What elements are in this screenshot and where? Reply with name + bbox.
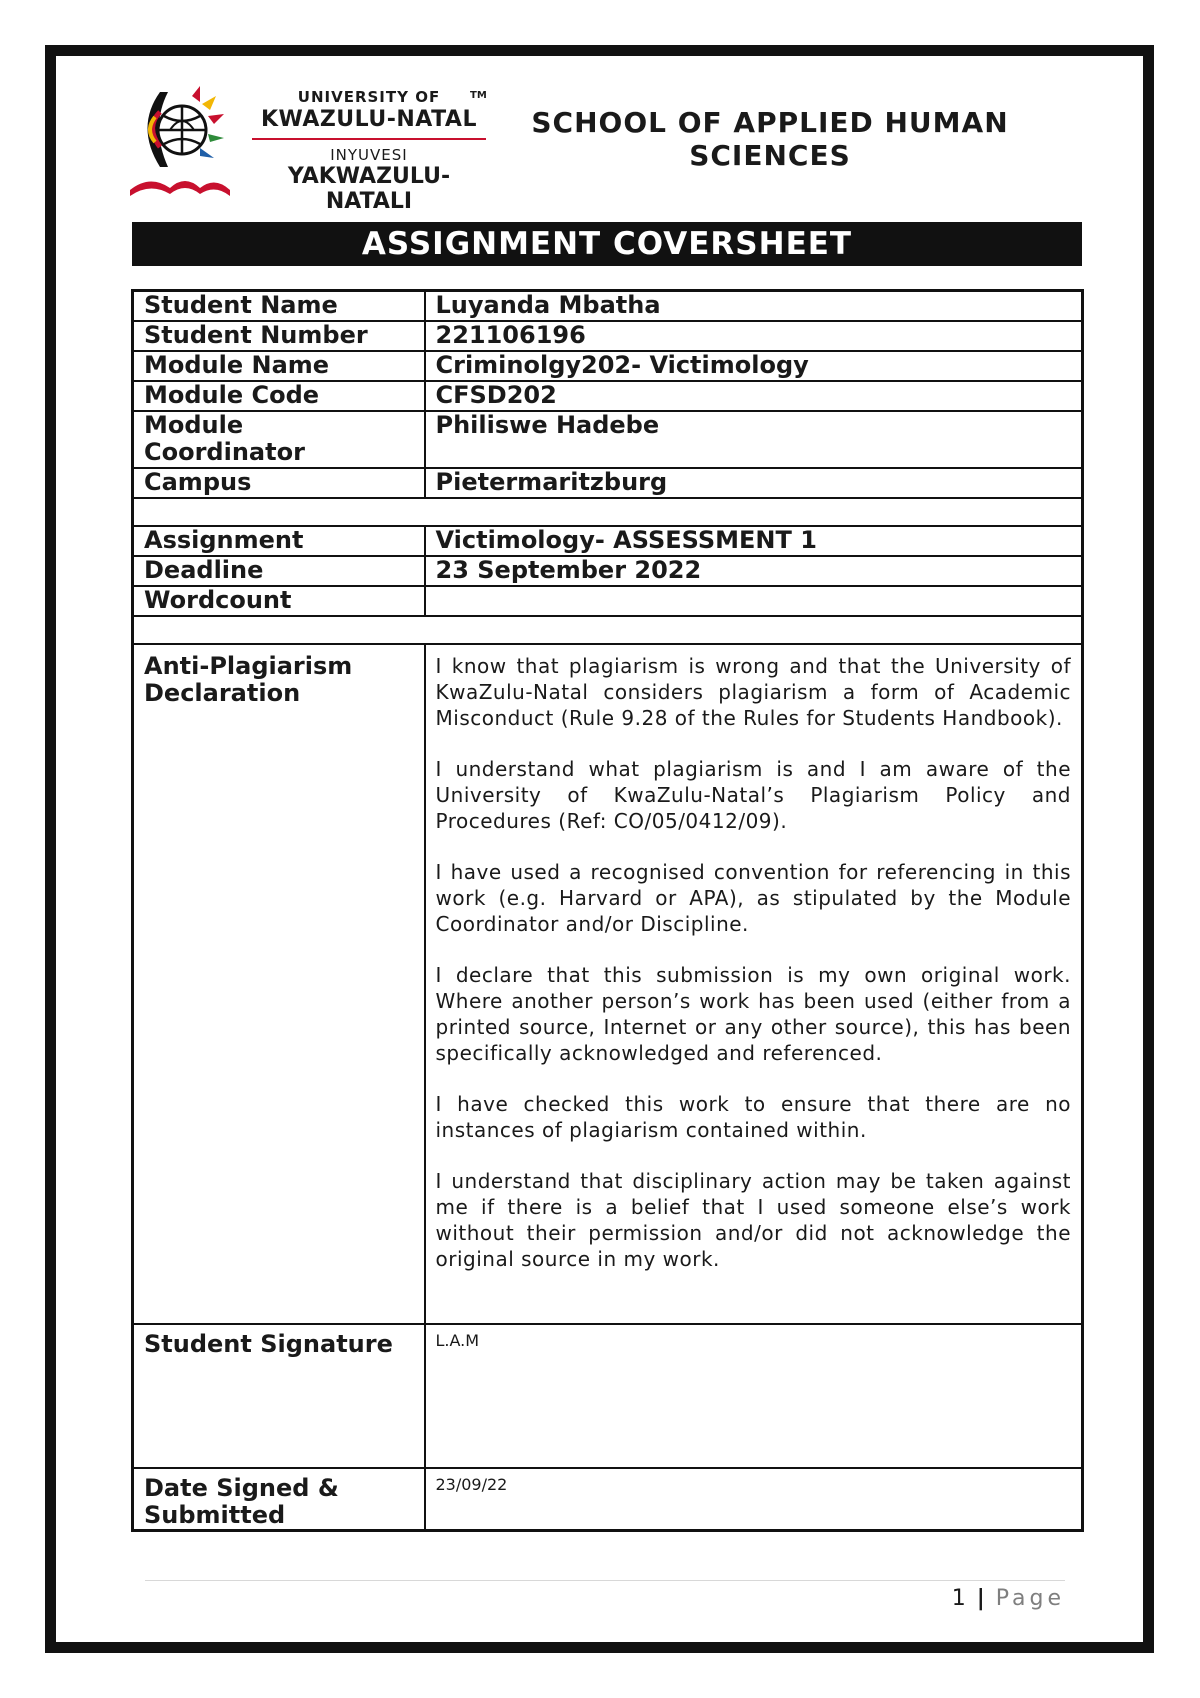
label-signature: Student Signature	[133, 1324, 425, 1468]
label-declaration-line2: Declaration	[144, 678, 301, 707]
page-separator: |	[976, 1586, 985, 1611]
row-module-code	[133, 381, 1083, 411]
row-campus	[133, 468, 1083, 498]
logo-divider	[252, 138, 486, 140]
logo-trademark: TM	[470, 90, 487, 101]
university-logo	[130, 82, 490, 214]
declaration-paragraph: I know that plagiarism is wrong and that the University of KwaZulu-Natal considers plagiarism a form of Academic Misconduct (Rule 9.28 of the Rules for Students Handbook).	[435, 653, 1071, 730]
label-deadline: Deadline	[133, 556, 425, 586]
logo-line-university-of: UNIVERSITY OF	[297, 88, 441, 106]
label-campus: Campus	[133, 468, 425, 498]
value-student-name: Luyanda Mbatha	[425, 291, 1083, 321]
value-module-coordinator: Philiswe Hadebe	[425, 411, 1083, 468]
row-deadline	[133, 556, 1083, 586]
row-student-number	[133, 321, 1083, 351]
value-campus: Pietermaritzburg	[425, 468, 1083, 498]
label-student-name: Student Name	[133, 291, 425, 321]
page-label: Page	[995, 1586, 1065, 1611]
row-module-coordinator	[133, 411, 1083, 468]
label-wordcount: Wordcount	[133, 586, 425, 616]
coversheet-table	[131, 289, 1084, 1532]
label-module-coordinator-line2: Coordinator	[144, 437, 305, 466]
label-declaration	[133, 644, 425, 1324]
row-student-name	[133, 291, 1083, 321]
row-spacer	[133, 616, 1083, 644]
row-wordcount	[133, 586, 1083, 616]
row-declaration	[133, 644, 1083, 1324]
value-signature: L.A.M	[425, 1324, 1083, 1468]
row-module-name	[133, 351, 1083, 381]
label-declaration-line1: Anti-Plagiarism	[144, 651, 353, 680]
value-student-number: 221106196	[425, 321, 1083, 351]
value-assignment: Victimology- ASSESSMENT 1	[425, 526, 1083, 556]
logo-wordmark	[248, 82, 490, 214]
value-date-signed: 23/09/22	[425, 1468, 1083, 1531]
spacer-cell	[133, 498, 1083, 526]
label-date-signed-line1: Date Signed &	[144, 1473, 339, 1502]
declaration-paragraph: I understand what plagiarism is and I am aware of the University of KwaZulu-Natal’s Plagiarism Policy and Procedures (Ref: CO/05/0412/09).	[435, 756, 1071, 833]
logo-line-kwazulu-natal: KWAZULU-NATAL	[261, 107, 477, 132]
value-wordcount	[425, 586, 1083, 616]
declaration-paragraph: I understand that disciplinary action may be taken against me if there is a belief that I used someone else’s work without their permission and/or did not acknowledge the original source in my work.	[435, 1168, 1071, 1271]
logo-line-yakwazulu-natali: YAKWAZULU-NATALI	[287, 164, 451, 214]
row-assignment	[133, 526, 1083, 556]
declaration-paragraph: I have checked this work to ensure that there are no instances of plagiarism contained within.	[435, 1091, 1071, 1142]
label-module-name: Module Name	[133, 351, 425, 381]
value-module-code: CFSD202	[425, 381, 1083, 411]
spacer-cell	[133, 616, 1083, 644]
school-title: SCHOOL OF APPLIED HUMAN SCIENCES	[531, 106, 1009, 172]
row-signature	[133, 1324, 1083, 1468]
declaration-text	[425, 644, 1083, 1324]
label-date-signed	[133, 1468, 425, 1531]
declaration-paragraph: I declare that this submission is my own original work. Where another person’s work has been used (either from a printed source, Internet or any other source), this has been specifically acknowledged and referenced.	[435, 962, 1071, 1065]
value-deadline: 23 September 2022	[425, 556, 1083, 586]
label-module-coordinator	[133, 411, 425, 468]
label-assignment: Assignment	[133, 526, 425, 556]
label-student-number: Student Number	[133, 321, 425, 351]
row-spacer	[133, 498, 1083, 526]
logo-line-inyuvesi: INYUVESI	[330, 146, 408, 164]
value-module-name: Criminolgy202- Victimology	[425, 351, 1083, 381]
page-footer	[800, 1586, 1065, 1611]
university-crest-icon	[130, 82, 250, 202]
label-module-code: Module Code	[133, 381, 425, 411]
label-date-signed-line2: Submitted	[144, 1500, 286, 1529]
row-date-signed	[133, 1468, 1083, 1531]
coversheet-banner: ASSIGNMENT COVERSHEET	[132, 222, 1082, 266]
declaration-paragraph: I have used a recognised convention for referencing in this work (e.g. Harvard or APA), as stipulated by the Module Coordinator and/or Discipline.	[435, 859, 1071, 936]
label-module-coordinator-line1: Module	[144, 410, 244, 439]
footer-divider	[145, 1580, 1065, 1581]
page-number: 1	[951, 1586, 966, 1611]
